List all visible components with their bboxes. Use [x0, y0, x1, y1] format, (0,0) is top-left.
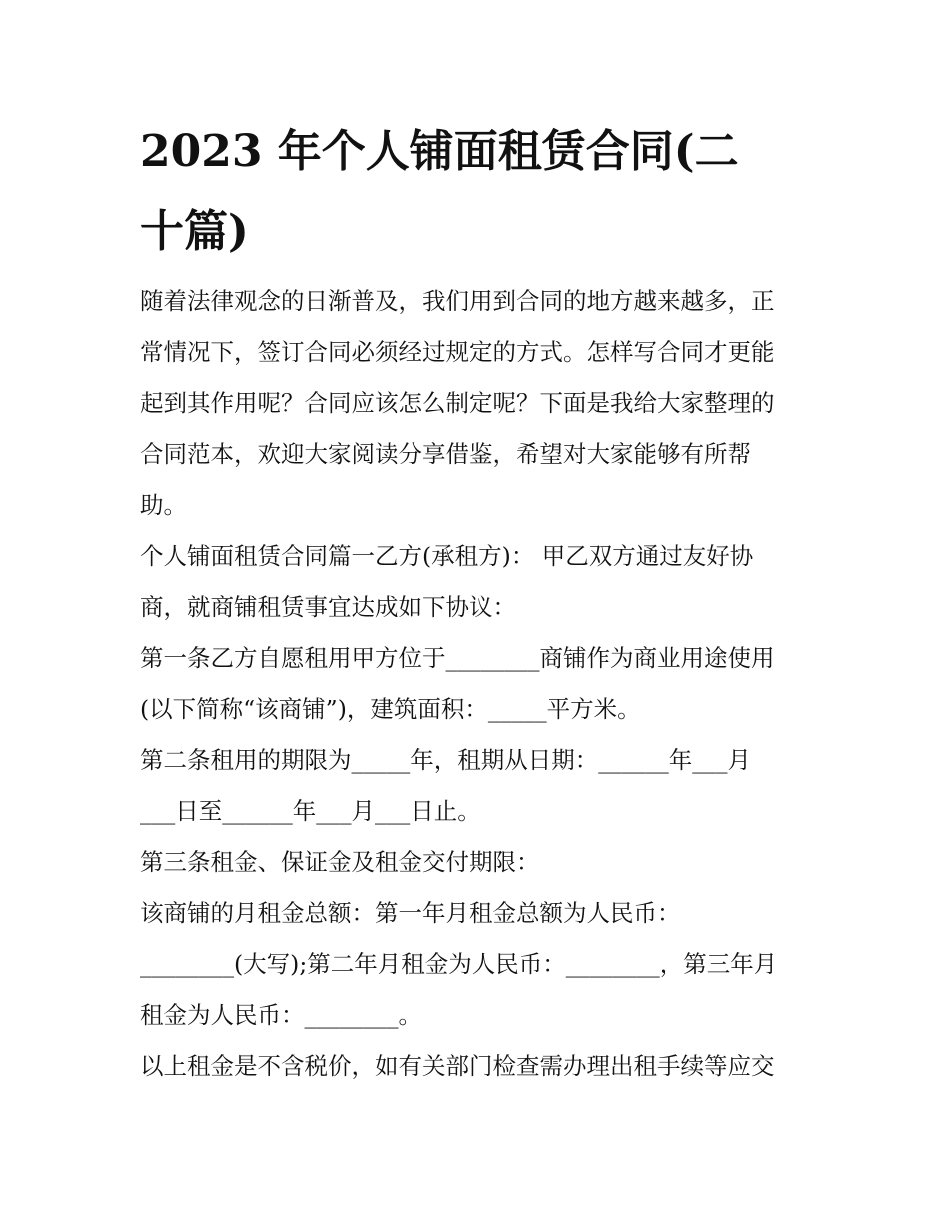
text-line: (以下简称“该商铺”)，建筑面积：_____平方米。 — [140, 695, 641, 723]
title-line: 十篇) — [140, 206, 249, 257]
rent-paragraph — [140, 888, 820, 1041]
text-line: 常情况下，签订合同必须经过规定的方式。怎样写合同才更能 — [140, 338, 775, 366]
text-line: 第二条租用的期限为_____年，租期从日期：______年___月 — [140, 746, 751, 774]
text-line: 合同范本，欢迎大家阅读分享借鉴，希望对大家能够有所帮 — [140, 440, 751, 468]
text-line: ________(大写);第二年月租金为人民币：________，第三年月 — [140, 950, 778, 978]
title-line: 2023 年个人铺面租赁合同(二 — [140, 126, 739, 177]
document-title — [140, 112, 800, 272]
text-line: 租金为人民币：________。 — [140, 1001, 422, 1029]
section-one-paragraph — [140, 531, 820, 633]
text-line: 商，就商铺租赁事宜达成如下协议： — [140, 593, 516, 621]
text-line: 第一条乙方自愿租用甲方位于________商铺作为商业用途使用 — [140, 644, 775, 672]
article-three-paragraph — [140, 837, 820, 888]
text-line: 个人铺面租赁合同篇一乙方(承租方)： 甲乙双方通过友好协 — [140, 542, 754, 570]
tax-paragraph — [140, 1041, 820, 1092]
text-line: 第三条租金、保证金及租金交付期限： — [140, 848, 540, 876]
intro-paragraph — [140, 276, 820, 531]
text-line: ___日至______年___月___日止。 — [140, 797, 481, 825]
text-line: 以上租金是不含税价，如有关部门检查需办理出租手续等应交 — [140, 1052, 775, 1080]
text-line: 该商铺的月租金总额：第一年月租金总额为人民币： — [140, 899, 681, 927]
article-one-paragraph — [140, 633, 820, 735]
text-line: 起到其作用呢？合同应该怎么制定呢？下面是我给大家整理的 — [140, 389, 775, 417]
text-line: 助。 — [140, 491, 187, 519]
document-body — [140, 276, 820, 1092]
article-two-paragraph — [140, 735, 820, 837]
text-line: 随着法律观念的日渐普及，我们用到合同的地方越来越多，正 — [140, 287, 775, 315]
